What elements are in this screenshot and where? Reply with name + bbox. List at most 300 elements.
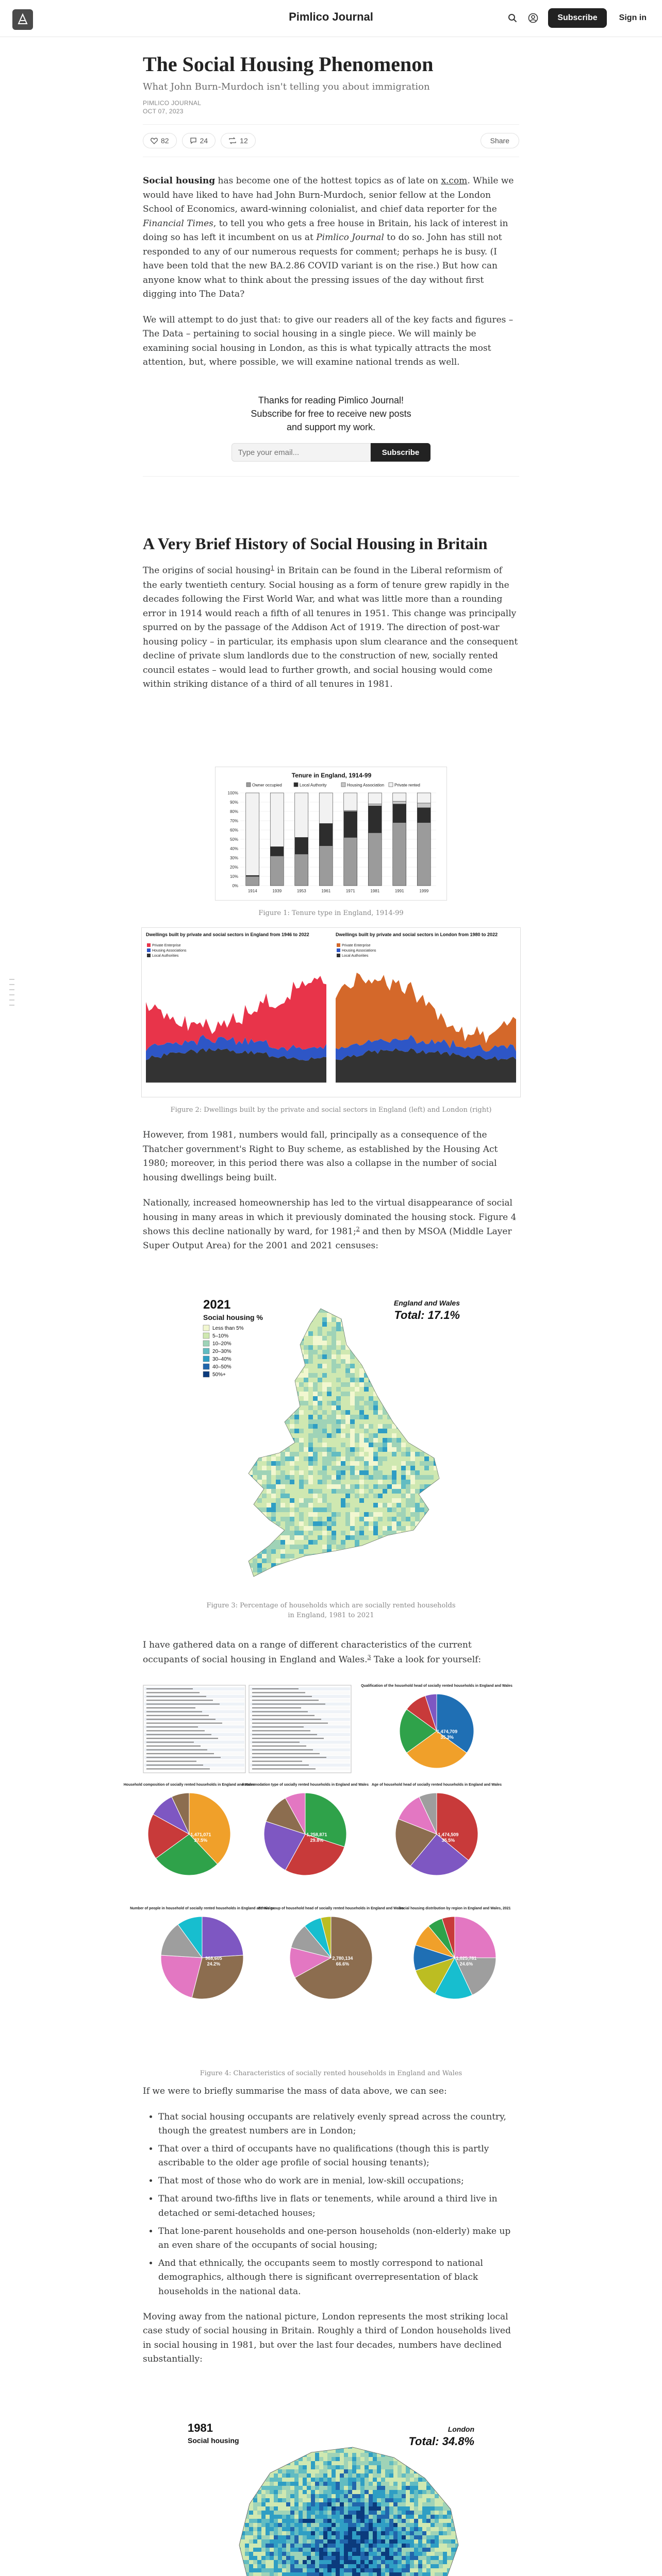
fig5-area-cell xyxy=(426,2502,431,2506)
fig3-area-cell xyxy=(355,1512,359,1517)
fig3-area-cell xyxy=(387,1517,392,1521)
fig3-area-cell xyxy=(313,1461,318,1466)
fig3-area-cell xyxy=(304,1341,308,1345)
fig3-area-cell xyxy=(438,1331,443,1336)
fig3-area-cell xyxy=(332,1489,336,1494)
fig3-area-cell xyxy=(429,1392,434,1396)
fig5-area-cell xyxy=(402,2502,406,2506)
fig3-area-cell xyxy=(387,1378,392,1382)
fig3-area-cell xyxy=(304,1470,308,1475)
fig3-area-cell xyxy=(434,1336,438,1341)
fig5-area-cell xyxy=(340,2473,344,2478)
fig3-area-cell xyxy=(350,1549,355,1554)
figure-2-dwellings-charts[interactable] xyxy=(141,927,521,1097)
fig3-area-cell xyxy=(359,1378,364,1382)
fig5-area-cell xyxy=(278,2498,282,2502)
fig3-area-cell xyxy=(345,1396,350,1401)
fig5-area-cell xyxy=(360,2556,365,2560)
fig3-area-cell xyxy=(373,1475,378,1480)
fig5-area-cell xyxy=(278,2515,282,2519)
fig3-area-cell xyxy=(345,1438,350,1443)
fig3-area-cell xyxy=(336,1489,341,1494)
fig5-area-cell xyxy=(261,2572,266,2576)
fig5-area-cell xyxy=(245,2527,249,2531)
fig5-area-cell xyxy=(274,2515,278,2519)
fig3-area-cell xyxy=(434,1396,438,1401)
fig3-area-cell xyxy=(294,1480,299,1484)
fig3-area-cell xyxy=(322,1503,327,1507)
fig5-area-cell xyxy=(439,2564,443,2568)
fig3-area-cell xyxy=(280,1373,285,1378)
fig5-area-cell xyxy=(311,2461,315,2465)
fig3-area-cell xyxy=(392,1429,396,1433)
comment-button[interactable] xyxy=(182,133,216,148)
fig5-area-cell xyxy=(348,2473,352,2478)
fig3-area-cell xyxy=(410,1364,415,1368)
fig3-area-cell xyxy=(336,1517,341,1521)
fig5-area-cell xyxy=(398,2539,402,2544)
fig5-area-cell xyxy=(327,2490,332,2494)
fig3-area-cell xyxy=(424,1364,429,1368)
fig5-area-cell xyxy=(299,2465,303,2469)
fig5-area-cell xyxy=(270,2486,274,2490)
fig3-area-cell xyxy=(429,1419,434,1424)
like-button[interactable] xyxy=(143,133,177,148)
fig3-area-cell xyxy=(420,1419,424,1424)
fig3-area-cell xyxy=(364,1382,369,1387)
header-subscribe-button[interactable]: Subscribe xyxy=(548,8,606,28)
fig3-area-cell xyxy=(322,1494,327,1498)
email-input[interactable] xyxy=(231,443,371,462)
fig3-area-cell xyxy=(355,1396,359,1401)
fig4-pie-label: 968,605 xyxy=(205,1956,222,1961)
fig3-area-cell xyxy=(327,1526,332,1531)
fig5-area-cell xyxy=(381,2490,385,2494)
fig5-area-cell xyxy=(278,2519,282,2523)
fig5-area-cell xyxy=(385,2490,389,2494)
fig3-area-cell xyxy=(299,1429,304,1433)
fig3-area-cell xyxy=(290,1405,294,1410)
fig5-area-cell xyxy=(257,2511,261,2515)
fig5-area-cell xyxy=(373,2527,377,2531)
fig3-area-cell xyxy=(392,1322,396,1327)
fig1-x-tick: 1991 xyxy=(394,889,404,893)
footnote-2-link[interactable]: 2 xyxy=(356,1226,360,1233)
fig3-area-cell xyxy=(341,1558,345,1563)
fig5-area-cell xyxy=(406,2519,410,2523)
fig3-area-cell xyxy=(383,1494,387,1498)
fig3-area-cell xyxy=(243,1443,248,1447)
fig3-area-cell xyxy=(378,1373,383,1378)
fig3-area-cell xyxy=(415,1438,420,1443)
fig3-area-cell xyxy=(369,1341,373,1345)
fig5-area-cell xyxy=(389,2564,393,2568)
fig3-area-cell xyxy=(327,1382,332,1387)
fig3-area-cell xyxy=(438,1354,443,1359)
fig5-area-cell xyxy=(381,2572,385,2576)
fig3-area-cell xyxy=(318,1540,322,1545)
fig3-area-cell xyxy=(290,1364,294,1368)
fig5-area-cell xyxy=(257,2482,261,2486)
fig3-area-cell xyxy=(364,1447,369,1452)
fig3-area-cell xyxy=(285,1461,290,1466)
fig3-area-cell xyxy=(299,1549,304,1554)
fig3-area-cell xyxy=(341,1507,345,1512)
fig5-area-cell xyxy=(344,2469,348,2473)
fig3-area-cell xyxy=(243,1484,248,1489)
fig5-area-cell xyxy=(348,2535,352,2539)
fig3-area-cell xyxy=(392,1452,396,1456)
fig5-area-cell xyxy=(344,2449,348,2453)
fig5-area-cell xyxy=(294,2473,299,2478)
fig5-area-cell xyxy=(319,2498,323,2502)
fig3-area-cell xyxy=(243,1303,248,1308)
restack-button[interactable] xyxy=(221,133,256,148)
fig3-area-cell xyxy=(267,1382,271,1387)
fig3-area-cell xyxy=(313,1424,318,1429)
fig5-area-cell xyxy=(261,2465,266,2469)
fig3-area-cell xyxy=(443,1470,448,1475)
fig3-area-cell xyxy=(285,1341,290,1345)
fig5-area-cell xyxy=(385,2498,389,2502)
fig3-area-cell xyxy=(304,1494,308,1498)
fig5-area-cell xyxy=(356,2556,360,2560)
share-button[interactable]: Share xyxy=(481,133,519,148)
sign-in-button[interactable]: Sign in xyxy=(619,13,647,22)
x-link[interactable]: x.com xyxy=(441,176,468,186)
fig3-area-cell xyxy=(290,1429,294,1433)
fig5-area-cell xyxy=(443,2453,447,2457)
fig3-area-cell xyxy=(424,1419,429,1424)
fig5-area-cell xyxy=(270,2449,274,2453)
fig3-area-cell xyxy=(383,1433,387,1438)
fig5-area-cell xyxy=(410,2490,414,2494)
fig3-area-cell xyxy=(336,1303,341,1308)
fig3-area-cell xyxy=(420,1401,424,1405)
fig5-area-cell xyxy=(410,2482,414,2486)
fig5-area-cell xyxy=(340,2453,344,2457)
fig3-area-cell xyxy=(438,1503,443,1507)
fig3-area-cell xyxy=(308,1341,313,1345)
fig3-area-cell xyxy=(257,1535,262,1540)
footnote-3-link[interactable]: 3 xyxy=(367,1653,371,1660)
fig3-area-cell xyxy=(308,1336,313,1341)
fig3-area-cell xyxy=(276,1364,280,1368)
fig3-area-cell xyxy=(355,1303,359,1308)
fig3-area-cell xyxy=(410,1368,415,1373)
fig3-area-cell xyxy=(290,1452,294,1456)
fig3-area-cell xyxy=(262,1507,267,1512)
fig5-area-cell xyxy=(443,2523,447,2527)
fig3-area-cell xyxy=(257,1382,262,1387)
fig5-area-cell xyxy=(261,2449,266,2453)
fig5-area-cell xyxy=(459,2490,464,2494)
fig5-area-cell xyxy=(402,2523,406,2527)
profile-icon[interactable] xyxy=(527,12,539,24)
fig3-area-cell xyxy=(262,1341,267,1345)
fig5-area-cell xyxy=(352,2519,356,2523)
fig3-area-cell xyxy=(406,1415,410,1419)
fig5-area-cell xyxy=(459,2469,464,2473)
fig3-area-cell xyxy=(299,1475,304,1480)
fig3-area-cell xyxy=(345,1405,350,1410)
fig5-area-cell xyxy=(406,2502,410,2506)
figure-1-tenure-chart[interactable] xyxy=(215,767,447,901)
fig3-area-cell xyxy=(410,1341,415,1345)
fig5-area-cell xyxy=(455,2449,459,2453)
fig5-area-cell xyxy=(303,2457,307,2461)
fig5-area-cell xyxy=(459,2478,464,2482)
fig3-area-cell xyxy=(299,1531,304,1535)
fig3-area-cell xyxy=(401,1475,406,1480)
fig3-area-cell xyxy=(406,1401,410,1405)
fig5-area-cell xyxy=(245,2469,249,2473)
fig3-area-cell xyxy=(318,1447,322,1452)
fig3-area-cell xyxy=(280,1498,285,1503)
fig5-area-cell xyxy=(249,2519,253,2523)
side-progress-indicator[interactable] xyxy=(9,979,14,1006)
fig5-area-cell xyxy=(266,2572,270,2576)
fig5-area-cell xyxy=(344,2556,348,2560)
fig3-area-cell xyxy=(304,1549,308,1554)
fig3-area-cell xyxy=(243,1558,248,1563)
fig4-table-text xyxy=(252,1765,309,1766)
fig3-area-cell xyxy=(248,1517,253,1521)
fig3-area-cell xyxy=(364,1327,369,1331)
fig3-area-cell xyxy=(257,1433,262,1438)
fig3-area-cell xyxy=(410,1405,415,1410)
fig5-area-cell xyxy=(286,2556,290,2560)
fig3-area-cell xyxy=(299,1517,304,1521)
fig5-area-cell xyxy=(369,2531,373,2535)
fig3-area-cell xyxy=(350,1466,355,1470)
fig5-area-cell xyxy=(410,2457,414,2461)
fig3-area-cell xyxy=(443,1498,448,1503)
fig3-area-cell xyxy=(369,1470,373,1475)
fig5-area-cell xyxy=(365,2490,369,2494)
fig3-area-cell xyxy=(410,1498,415,1503)
fig3-area-cell xyxy=(429,1410,434,1415)
fig3-area-cell xyxy=(318,1568,322,1572)
fig3-area-cell xyxy=(290,1424,294,1429)
fig3-area-cell xyxy=(345,1401,350,1405)
fig5-area-cell xyxy=(369,2465,373,2469)
fig3-area-cell xyxy=(424,1494,429,1498)
fig3-area-cell xyxy=(443,1521,448,1526)
fig3-area-cell xyxy=(299,1470,304,1475)
fig5-area-cell xyxy=(435,2515,439,2519)
figure-3-england-map[interactable] xyxy=(192,1288,470,1592)
search-icon[interactable] xyxy=(507,12,518,24)
fig5-area-cell xyxy=(282,2539,286,2544)
fig1-bar-segment xyxy=(393,804,406,823)
figure-4-characteristics-dashboard[interactable] xyxy=(123,1682,522,2061)
fig3-area-cell xyxy=(364,1512,369,1517)
fig5-area-cell xyxy=(286,2506,290,2511)
fig5-area-cell xyxy=(266,2560,270,2564)
fig3-area-cell xyxy=(280,1396,285,1401)
fig5-area-cell xyxy=(332,2564,336,2568)
fig3-area-cell xyxy=(396,1489,401,1494)
fig3-area-cell xyxy=(271,1526,276,1531)
fig3-area-cell xyxy=(271,1443,276,1447)
fig1-bar-segment xyxy=(319,823,333,845)
fig5-area-cell xyxy=(274,2461,278,2465)
fig5-area-cell xyxy=(356,2519,360,2523)
publication-name[interactable]: Pimlico Journal xyxy=(289,10,373,23)
fig3-area-cell xyxy=(267,1378,271,1382)
fig5-area-cell xyxy=(447,2519,451,2523)
fig3-area-cell xyxy=(243,1401,248,1405)
fig5-area-cell xyxy=(290,2572,294,2576)
fig5-area-cell xyxy=(237,2515,241,2519)
fig3-area-cell xyxy=(392,1443,396,1447)
fig3-area-cell xyxy=(322,1387,327,1392)
fig3-area-cell xyxy=(341,1308,345,1313)
fig3-area-cell xyxy=(299,1535,304,1540)
fig5-area-cell xyxy=(311,2473,315,2478)
summary-bullet: • That most of those who do work are in menial, low-skill occupations; xyxy=(158,2174,519,2188)
fig3-area-cell xyxy=(276,1392,280,1396)
fig5-area-cell xyxy=(447,2552,451,2556)
fig3-area-cell xyxy=(429,1396,434,1401)
fig5-area-cell xyxy=(422,2527,426,2531)
fig5-area-cell xyxy=(406,2469,410,2473)
fig5-area-cell xyxy=(336,2531,340,2535)
fig5-area-cell xyxy=(336,2523,340,2527)
fig3-area-cell xyxy=(401,1322,406,1327)
publication-logo[interactable] xyxy=(12,9,33,30)
fig3-area-cell xyxy=(304,1387,308,1392)
fig3-area-cell xyxy=(434,1331,438,1336)
fig3-area-cell xyxy=(267,1531,271,1535)
fig5-area-cell xyxy=(356,2494,360,2498)
fig5-area-cell xyxy=(418,2490,422,2494)
fig5-area-cell xyxy=(266,2539,270,2544)
fig5-area-cell xyxy=(340,2445,344,2449)
fig3-area-cell xyxy=(415,1368,420,1373)
fig3-area-cell xyxy=(262,1373,267,1378)
fig3-area-cell xyxy=(276,1549,280,1554)
fig5-area-cell xyxy=(356,2515,360,2519)
fig3-area-cell xyxy=(364,1461,369,1466)
fig5-area-cell xyxy=(282,2482,286,2486)
fig5-area-cell xyxy=(348,2486,352,2490)
fig3-area-cell xyxy=(387,1341,392,1345)
fig5-area-cell xyxy=(402,2453,406,2457)
fig3-area-cell xyxy=(322,1480,327,1484)
fig3-area-cell xyxy=(332,1535,336,1540)
fig3-area-cell xyxy=(420,1322,424,1327)
fig3-area-cell xyxy=(345,1443,350,1447)
fig5-area-cell xyxy=(307,2539,311,2544)
fig5-area-cell xyxy=(406,2560,410,2564)
fig3-area-cell xyxy=(406,1392,410,1396)
fig5-area-cell xyxy=(398,2478,402,2482)
fig3-area-cell xyxy=(438,1568,443,1572)
fig3-area-cell xyxy=(392,1521,396,1526)
fig5-area-cell xyxy=(447,2527,451,2531)
fig5-area-cell xyxy=(332,2552,336,2556)
fig5-area-cell xyxy=(451,2539,455,2544)
fig3-area-cell xyxy=(369,1526,373,1531)
fig5-area-cell xyxy=(237,2568,241,2572)
fig3-area-cell xyxy=(438,1336,443,1341)
fig5-area-cell xyxy=(426,2523,431,2527)
fig3-area-cell xyxy=(359,1568,364,1572)
fig5-area-cell xyxy=(447,2457,451,2461)
fig5-area-cell xyxy=(294,2469,299,2473)
fig3-area-cell xyxy=(396,1396,401,1401)
fig3-area-cell xyxy=(364,1364,369,1368)
subscribe-button[interactable]: Subscribe xyxy=(371,443,431,462)
fig5-area-cell xyxy=(435,2560,439,2564)
fig3-area-cell xyxy=(443,1484,448,1489)
fig5-area-cell xyxy=(311,2560,315,2564)
fig3-area-cell xyxy=(318,1373,322,1378)
fig3-area-cell xyxy=(443,1475,448,1480)
fig3-area-cell xyxy=(267,1563,271,1568)
fig3-area-cell xyxy=(299,1327,304,1331)
fig5-area-cell xyxy=(340,2531,344,2535)
fig5-area-cell xyxy=(286,2502,290,2506)
fig3-area-cell xyxy=(318,1507,322,1512)
fig5-area-cell xyxy=(410,2453,414,2457)
fig5-cells xyxy=(237,2445,464,2576)
fig5-area-cell xyxy=(402,2535,406,2539)
figure-5-london-map[interactable] xyxy=(177,2416,485,2576)
footnote-1-link[interactable]: 1 xyxy=(270,565,274,572)
fig3-area-cell xyxy=(336,1392,341,1396)
fig3-area-cell xyxy=(313,1308,318,1313)
fig3-area-cell xyxy=(322,1419,327,1424)
fig5-area-cell xyxy=(278,2539,282,2544)
fig3-area-cell xyxy=(406,1489,410,1494)
post-author[interactable]: PIMLICO JOURNAL xyxy=(143,99,202,107)
fig3-area-cell xyxy=(243,1466,248,1470)
fig5-area-cell xyxy=(344,2519,348,2523)
fig3-area-cell xyxy=(294,1336,299,1341)
fig3-area-cell xyxy=(327,1373,332,1378)
fig3-area-cell xyxy=(364,1308,369,1313)
fig5-area-cell xyxy=(439,2469,443,2473)
fig5-area-cell xyxy=(435,2482,439,2486)
fig5-area-cell xyxy=(319,2494,323,2498)
fig3-area-cell xyxy=(262,1364,267,1368)
fig3-area-cell xyxy=(434,1521,438,1526)
fig3-area-cell xyxy=(392,1549,396,1554)
fig5-area-cell xyxy=(303,2564,307,2568)
fig5-area-cell xyxy=(402,2506,406,2511)
fig3-area-cell xyxy=(396,1331,401,1336)
fig3-area-cell xyxy=(415,1577,420,1582)
fig3-area-cell xyxy=(396,1498,401,1503)
fig5-area-cell xyxy=(447,2465,451,2469)
fig3-area-cell xyxy=(267,1327,271,1331)
fig5-area-cell xyxy=(294,2539,299,2544)
fig5-area-cell xyxy=(352,2544,356,2548)
fig3-area-cell xyxy=(322,1545,327,1549)
fig3-area-cell xyxy=(280,1572,285,1577)
fig5-area-cell xyxy=(439,2482,443,2486)
fig5-area-cell xyxy=(348,2523,352,2527)
fig3-area-cell xyxy=(392,1540,396,1545)
fig5-area-cell xyxy=(360,2523,365,2527)
fig3-area-cell xyxy=(299,1322,304,1327)
fig5-area-cell xyxy=(365,2494,369,2498)
fig5-area-cell xyxy=(261,2511,266,2515)
fig3-area-cell xyxy=(294,1429,299,1433)
